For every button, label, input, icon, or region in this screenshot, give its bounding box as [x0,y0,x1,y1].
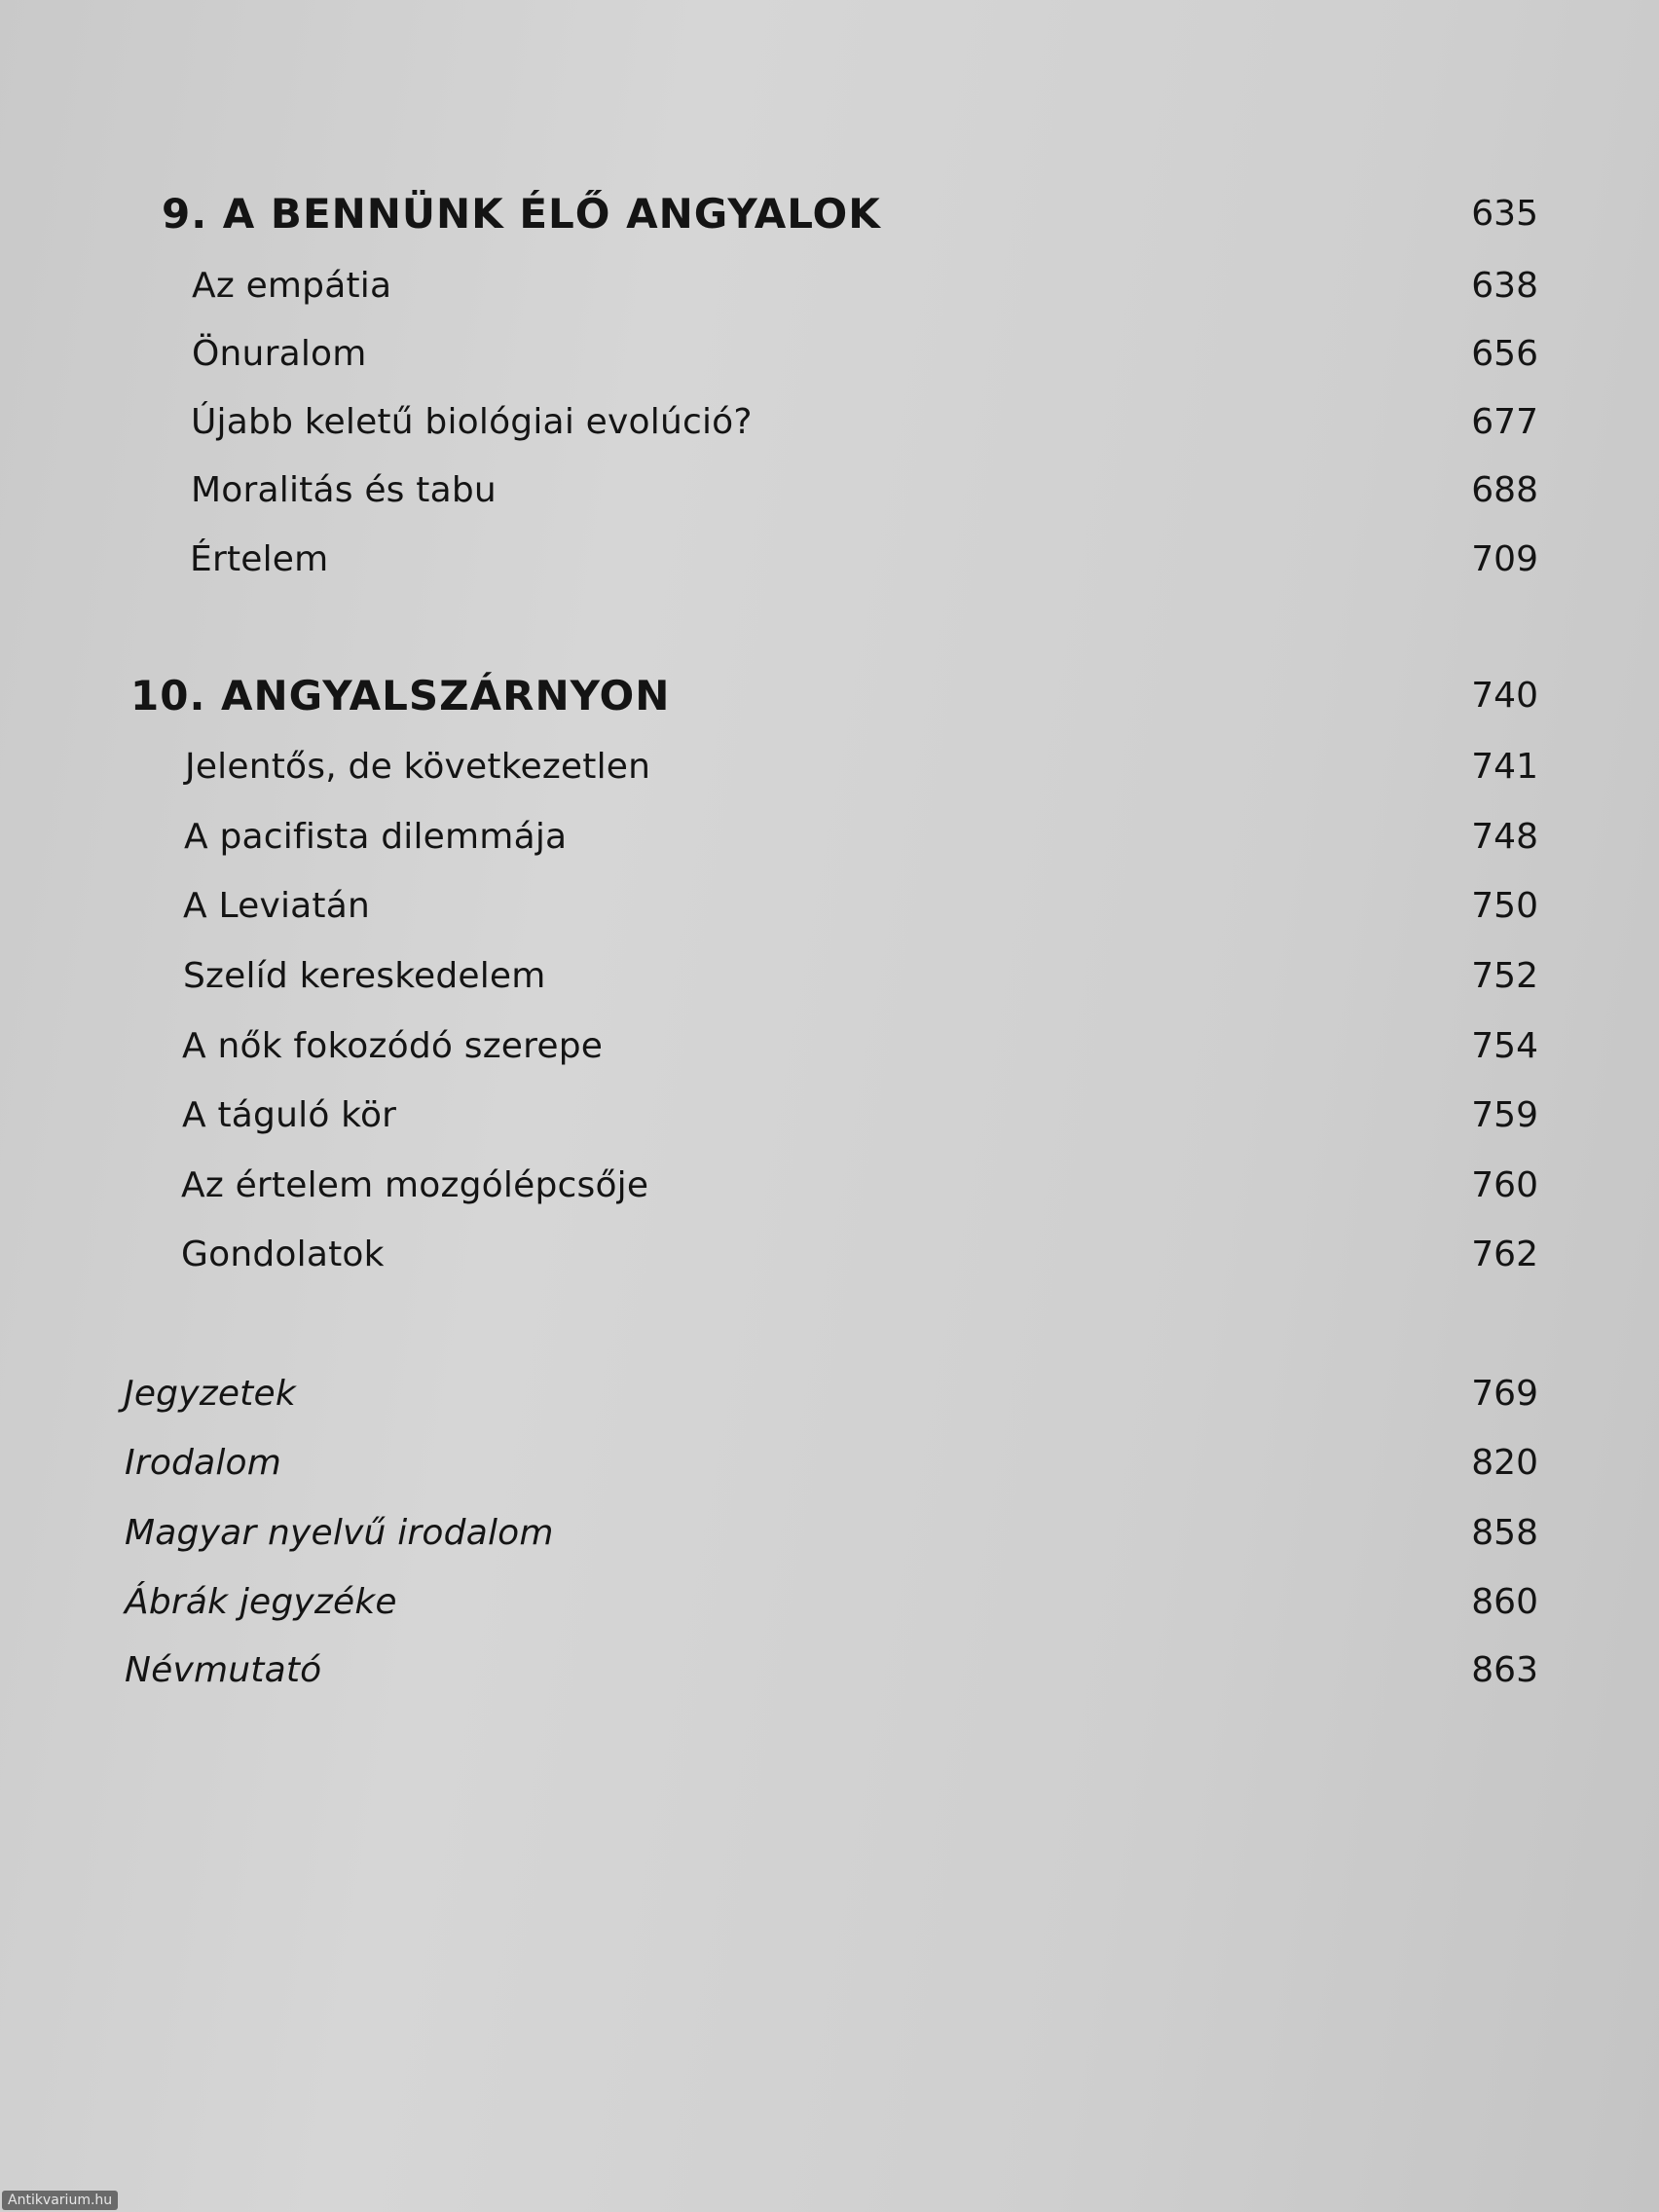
page-number: 754 [1471,1026,1538,1066]
watermark-label: Antikvarium.hu [2,2191,118,2210]
page-number: 748 [1471,817,1538,857]
back-matter-entry[interactable] [0,1641,1659,1700]
page-number: 741 [1471,747,1538,787]
page-number: 709 [1471,539,1538,579]
entry-label: Az értelem mozgólépcsője [181,1165,649,1205]
toc-entry[interactable] [0,1017,1659,1076]
toc-entry[interactable] [0,738,1659,796]
back-matter-entry[interactable] [0,1365,1659,1423]
toc-entry[interactable] [0,325,1659,384]
toc-entry[interactable] [0,1087,1659,1145]
page-number: 759 [1471,1095,1538,1135]
toc-entry[interactable] [0,947,1659,1006]
chapter-10-heading-row[interactable] [0,667,1659,725]
entry-label: A Leviatán [183,886,371,926]
entry-label: Jegyzetek [124,1374,296,1414]
entry-label: Szelíd kereskedelem [183,956,546,996]
chapter-title: 10. ANGYALSZÁRNYON [130,672,671,719]
page-number: 760 [1471,1165,1538,1205]
page-number: 752 [1471,956,1538,996]
entry-label: Jelentős, de következetlen [185,747,651,787]
toc-entry[interactable] [0,461,1659,520]
back-matter-entry[interactable] [0,1573,1659,1632]
page-number: 863 [1471,1650,1538,1690]
entry-label: Ábrák jegyzéke [125,1582,397,1622]
entry-label: A nők fokozódó szerepe [182,1026,604,1066]
page-number: 762 [1471,1235,1538,1274]
chapter-9-heading-row[interactable] [0,185,1659,243]
entry-label: Névmutató [125,1650,322,1690]
entry-label: Az empátia [192,266,392,306]
chapter-title: 9. A BENNÜNK ÉLŐ ANGYALOK [162,190,881,238]
entry-label: Gondolatok [181,1235,385,1274]
entry-label: Értelem [190,539,329,579]
entry-label: Irodalom [125,1443,282,1483]
page-number: 860 [1471,1582,1538,1622]
page-number: 677 [1471,402,1538,442]
toc-entry[interactable] [0,531,1659,589]
toc-entry[interactable] [0,877,1659,936]
entry-label: Önuralom [192,334,367,374]
page-number: 635 [1471,194,1538,234]
page-number: 769 [1471,1374,1538,1414]
entry-label: A pacifista dilemmája [184,817,568,857]
toc-entry[interactable] [0,257,1659,315]
entry-label: Magyar nyelvű irodalom [125,1513,554,1553]
back-matter-entry[interactable] [0,1434,1659,1493]
toc-entry[interactable] [0,808,1659,866]
back-matter-entry[interactable] [0,1504,1659,1563]
page-number: 750 [1471,886,1538,926]
page-number: 638 [1471,266,1538,306]
entry-label: Moralitás és tabu [191,470,497,510]
page-number: 740 [1471,676,1538,716]
entry-label: Újabb keletű biológiai evolúció? [191,402,753,442]
entry-label: A táguló kör [182,1095,397,1135]
page-number: 858 [1471,1513,1538,1553]
page-number: 688 [1471,470,1538,510]
toc-entry[interactable] [0,1226,1659,1284]
page-number: 820 [1471,1443,1538,1483]
page-number: 656 [1471,334,1538,374]
toc-entry[interactable] [0,1157,1659,1215]
toc-entry[interactable] [0,393,1659,452]
